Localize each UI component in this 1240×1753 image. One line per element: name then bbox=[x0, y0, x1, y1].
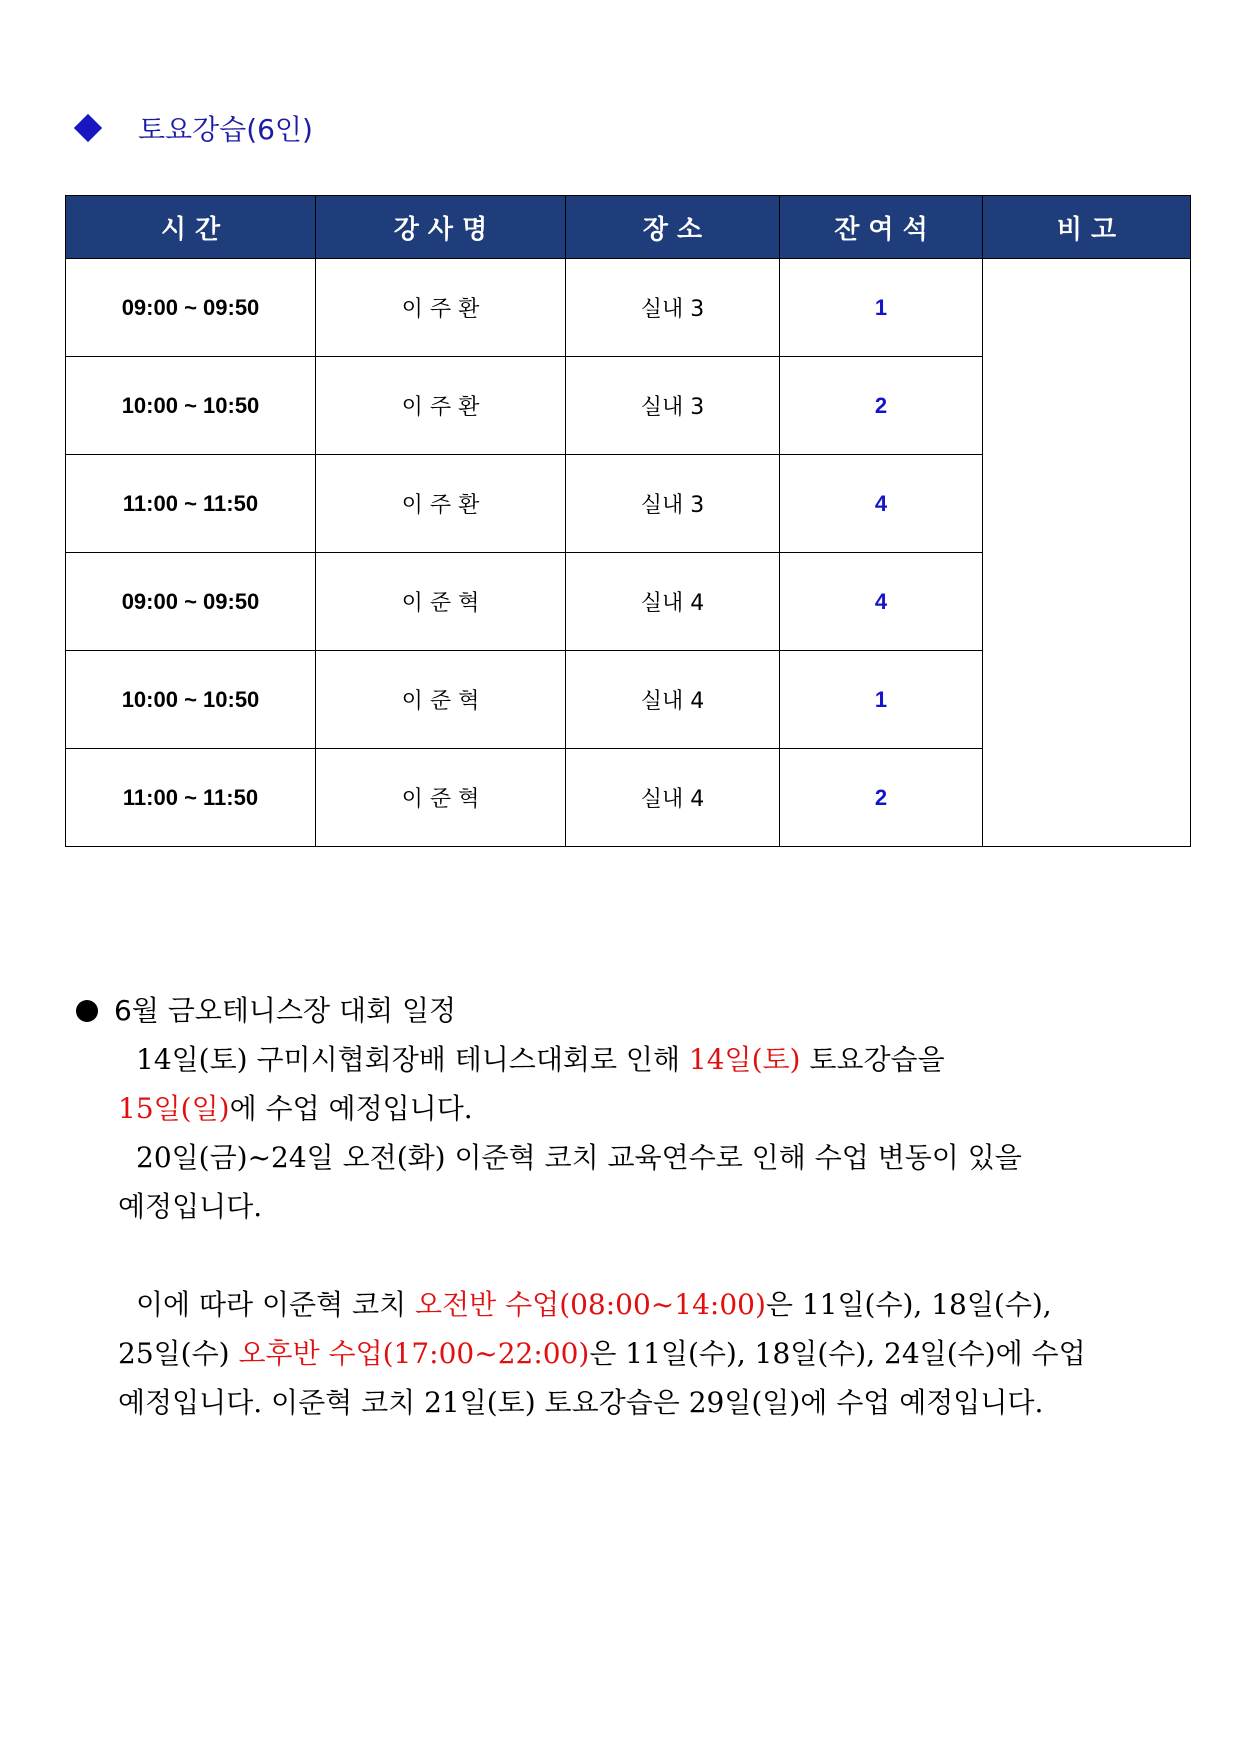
time-cell: 11:00 ~ 11:50 bbox=[66, 455, 316, 553]
notice-text: 25일(수) bbox=[118, 1337, 239, 1370]
time-cell: 11:00 ~ 11:50 bbox=[66, 749, 316, 847]
spacer bbox=[74, 1231, 1174, 1280]
notice-text: 에 수업 예정입니다. bbox=[229, 1092, 473, 1125]
time-cell: 09:00 ~ 09:50 bbox=[66, 259, 316, 357]
notice-text: 14일(토) 구미시협회장배 테니스대회로 인해 bbox=[136, 1043, 689, 1076]
highlight-text: 14일(토) bbox=[688, 1043, 801, 1076]
time-cell: 10:00 ~ 10:50 bbox=[66, 357, 316, 455]
notice-text: 토요강습을 bbox=[800, 1043, 945, 1076]
place-cell: 실내 3 bbox=[566, 357, 780, 455]
notice-paragraph-2-cont bbox=[74, 1182, 1174, 1231]
schedule-table bbox=[65, 195, 1191, 847]
notice-text: 은 11일(수), 18일(수), 24일(수)에 수업 bbox=[589, 1337, 1086, 1370]
remarks-cell bbox=[983, 259, 1191, 847]
notice-section bbox=[74, 986, 1174, 1427]
notice-paragraph-2 bbox=[74, 1133, 1174, 1182]
notice-paragraph-3 bbox=[74, 1280, 1174, 1329]
instructor-cell: 이 주 환 bbox=[316, 259, 566, 357]
highlight-text: 오후반 수업(17:00~22:00) bbox=[238, 1337, 590, 1370]
time-cell: 10:00 ~ 10:50 bbox=[66, 651, 316, 749]
seats-cell: 1 bbox=[780, 259, 983, 357]
seats-cell: 4 bbox=[780, 553, 983, 651]
header-seats: 잔 여 석 bbox=[780, 196, 983, 259]
diamond-bullet-icon bbox=[74, 114, 102, 142]
notice-text: 20일(금)~24일 오전(화) 이준혁 코치 교육연수로 인해 수업 변동이 있을 bbox=[136, 1141, 1022, 1174]
seats-cell: 2 bbox=[780, 749, 983, 847]
header-time: 시 간 bbox=[66, 196, 316, 259]
notice-paragraph-3-cont bbox=[74, 1329, 1174, 1378]
place-cell: 실내 4 bbox=[566, 553, 780, 651]
notice-paragraph-3-end bbox=[74, 1378, 1174, 1427]
notice-text: 은 11일(수), 18일(수), bbox=[765, 1288, 1052, 1321]
table-header-row bbox=[66, 196, 1191, 259]
highlight-text: 15일(일) bbox=[118, 1092, 230, 1125]
seats-cell: 4 bbox=[780, 455, 983, 553]
notice-text: 예정입니다. 이준혁 코치 21일(토) 토요강습은 29일(일)에 수업 예정입니다. bbox=[118, 1386, 1044, 1419]
header-instructor: 강 사 명 bbox=[316, 196, 566, 259]
table-row bbox=[66, 259, 1191, 357]
place-cell: 실내 3 bbox=[566, 259, 780, 357]
section-title-text: 토요강습(6인) bbox=[138, 113, 313, 146]
place-cell: 실내 4 bbox=[566, 651, 780, 749]
header-remarks: 비 고 bbox=[983, 196, 1191, 259]
instructor-cell: 이 주 환 bbox=[316, 455, 566, 553]
time-cell: 09:00 ~ 09:50 bbox=[66, 553, 316, 651]
section-title bbox=[74, 106, 313, 150]
notice-text: 예정입니다. bbox=[118, 1190, 263, 1223]
instructor-cell: 이 준 혁 bbox=[316, 553, 566, 651]
place-cell: 실내 3 bbox=[566, 455, 780, 553]
notice-heading bbox=[74, 986, 1174, 1035]
notice-text: 이에 따라 이준혁 코치 bbox=[136, 1288, 416, 1321]
highlight-text: 오전반 수업(08:00~14:00) bbox=[415, 1288, 766, 1321]
place-cell: 실내 4 bbox=[566, 749, 780, 847]
seats-cell: 2 bbox=[780, 357, 983, 455]
notice-paragraph-1 bbox=[74, 1035, 1174, 1084]
notice-paragraph-1-cont bbox=[74, 1084, 1174, 1133]
notice-heading-text: 6월 금오테니스장 대회 일정 bbox=[114, 994, 457, 1027]
header-place: 장 소 bbox=[566, 196, 780, 259]
instructor-cell: 이 주 환 bbox=[316, 357, 566, 455]
instructor-cell: 이 준 혁 bbox=[316, 651, 566, 749]
circle-bullet-icon bbox=[76, 1000, 98, 1022]
instructor-cell: 이 준 혁 bbox=[316, 749, 566, 847]
seats-cell: 1 bbox=[780, 651, 983, 749]
